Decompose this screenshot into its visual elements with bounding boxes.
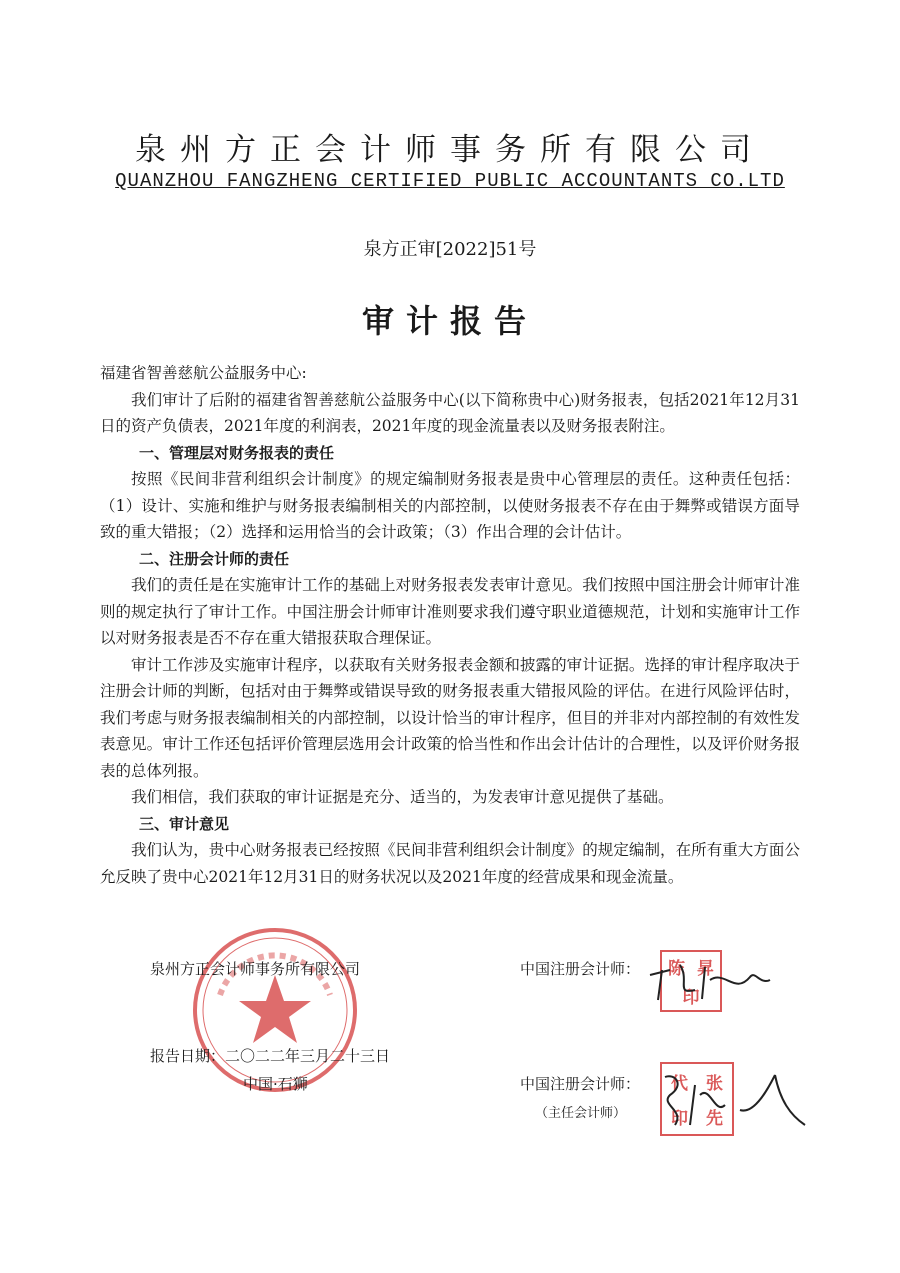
cpa2-title-note: （主任会计师） [535,1106,627,1121]
report-location: 中国·石狮 [243,1075,308,1093]
section2-paragraph-3: 我们相信，我们获取的审计证据是充分、适当的，为发表审计意见提供了基础。 [131,788,674,806]
cpa2-handwritten-signature-icon [655,1065,815,1135]
firm-name-cn: 泉州方正会计师事务所有限公司 [135,132,765,168]
report-body [100,360,800,890]
document-number: 泉方正审[2022]51号 [363,239,537,260]
addressee: 福建省智善慈航公益服务中心: [100,364,307,382]
cpa2-seal-icon: 代 张 印 先 [660,1062,734,1136]
signing-firm-name: 泉州方正会计师事务所有限公司 [150,960,361,978]
cpa1-seal-icon: 陈 昇 印 [660,950,722,1012]
section1-paragraph: 按照《民间非营利组织会计制度》的规定编制财务报表是贵中心管理层的责任。这种责任包括：（1）设计、实施和维护与财务报表编制相关的内部控制，以使财务报表不存在由于舞弊或错误方面导致的重大错报；（2）选择和运用恰当的会计政策；（3）作出合理的会计估计。 [100,470,800,541]
section1-title: 一、管理层对财务报表的责任 [139,443,335,462]
cpa1-handwritten-signature-icon [640,955,780,1005]
section2-paragraph-2: 审计工作涉及实施审计程序，以获取有关财务报表金额和披露的审计证据。选择的审计程序取决于注册会计师的判断，包括对由于舞弊或错误导致的财务报表重大错报风险的评估。在进行风险评估时，我们考虑与财务报表编制相关的内部控制，以设计恰当的审计程序，但目的并非对内部控制的有效性发表意见。审计工作还包括评价管理层选用会计政策的恰当性和作出会计估计的合理性，以及评价财务报表的总体列报。 [100,655,800,780]
firm-round-seal-icon [190,925,360,1095]
section2-paragraph-1: 我们的责任是在实施审计工作的基础上对财务报表发表审计意见。我们按照中国注册会计师审计准则的规定执行了审计工作。中国注册会计师审计准则要求我们遵守职业道德规范，计划和实施审计工作以对财务报表是否不存在重大错报获取合理保证。 [100,576,800,647]
firm-name-en: QUANZHOU FANGZHENG CERTIFIED PUBLIC ACCOUNTANTS CO.LTD [115,170,785,192]
report-title: 审计报告 [361,302,538,340]
intro-paragraph: 我们审计了后附的福建省智善慈航公益服务中心(以下简称贵中心)财务报表，包括2021年12月31日的资产负债表，2021年度的利润表，2021年度的现金流量表以及财务报表附注。 [100,390,800,435]
section3-title: 三、审计意见 [139,814,230,833]
report-date: 报告日期：二〇二二年三月二十三日 [150,1047,391,1065]
cpa2-label: 中国注册会计师： [520,1075,641,1093]
cpa1-label: 中国注册会计师： [520,960,641,978]
section2-title: 二、注册会计师的责任 [139,549,290,568]
section3-paragraph: 我们认为，贵中心财务报表已经按照《民间非营利组织会计制度》的规定编制，在所有重大方面公允反映了贵中心2021年12月31日的财务状况以及2021年度的经营成果和现金流量。 [100,841,800,886]
